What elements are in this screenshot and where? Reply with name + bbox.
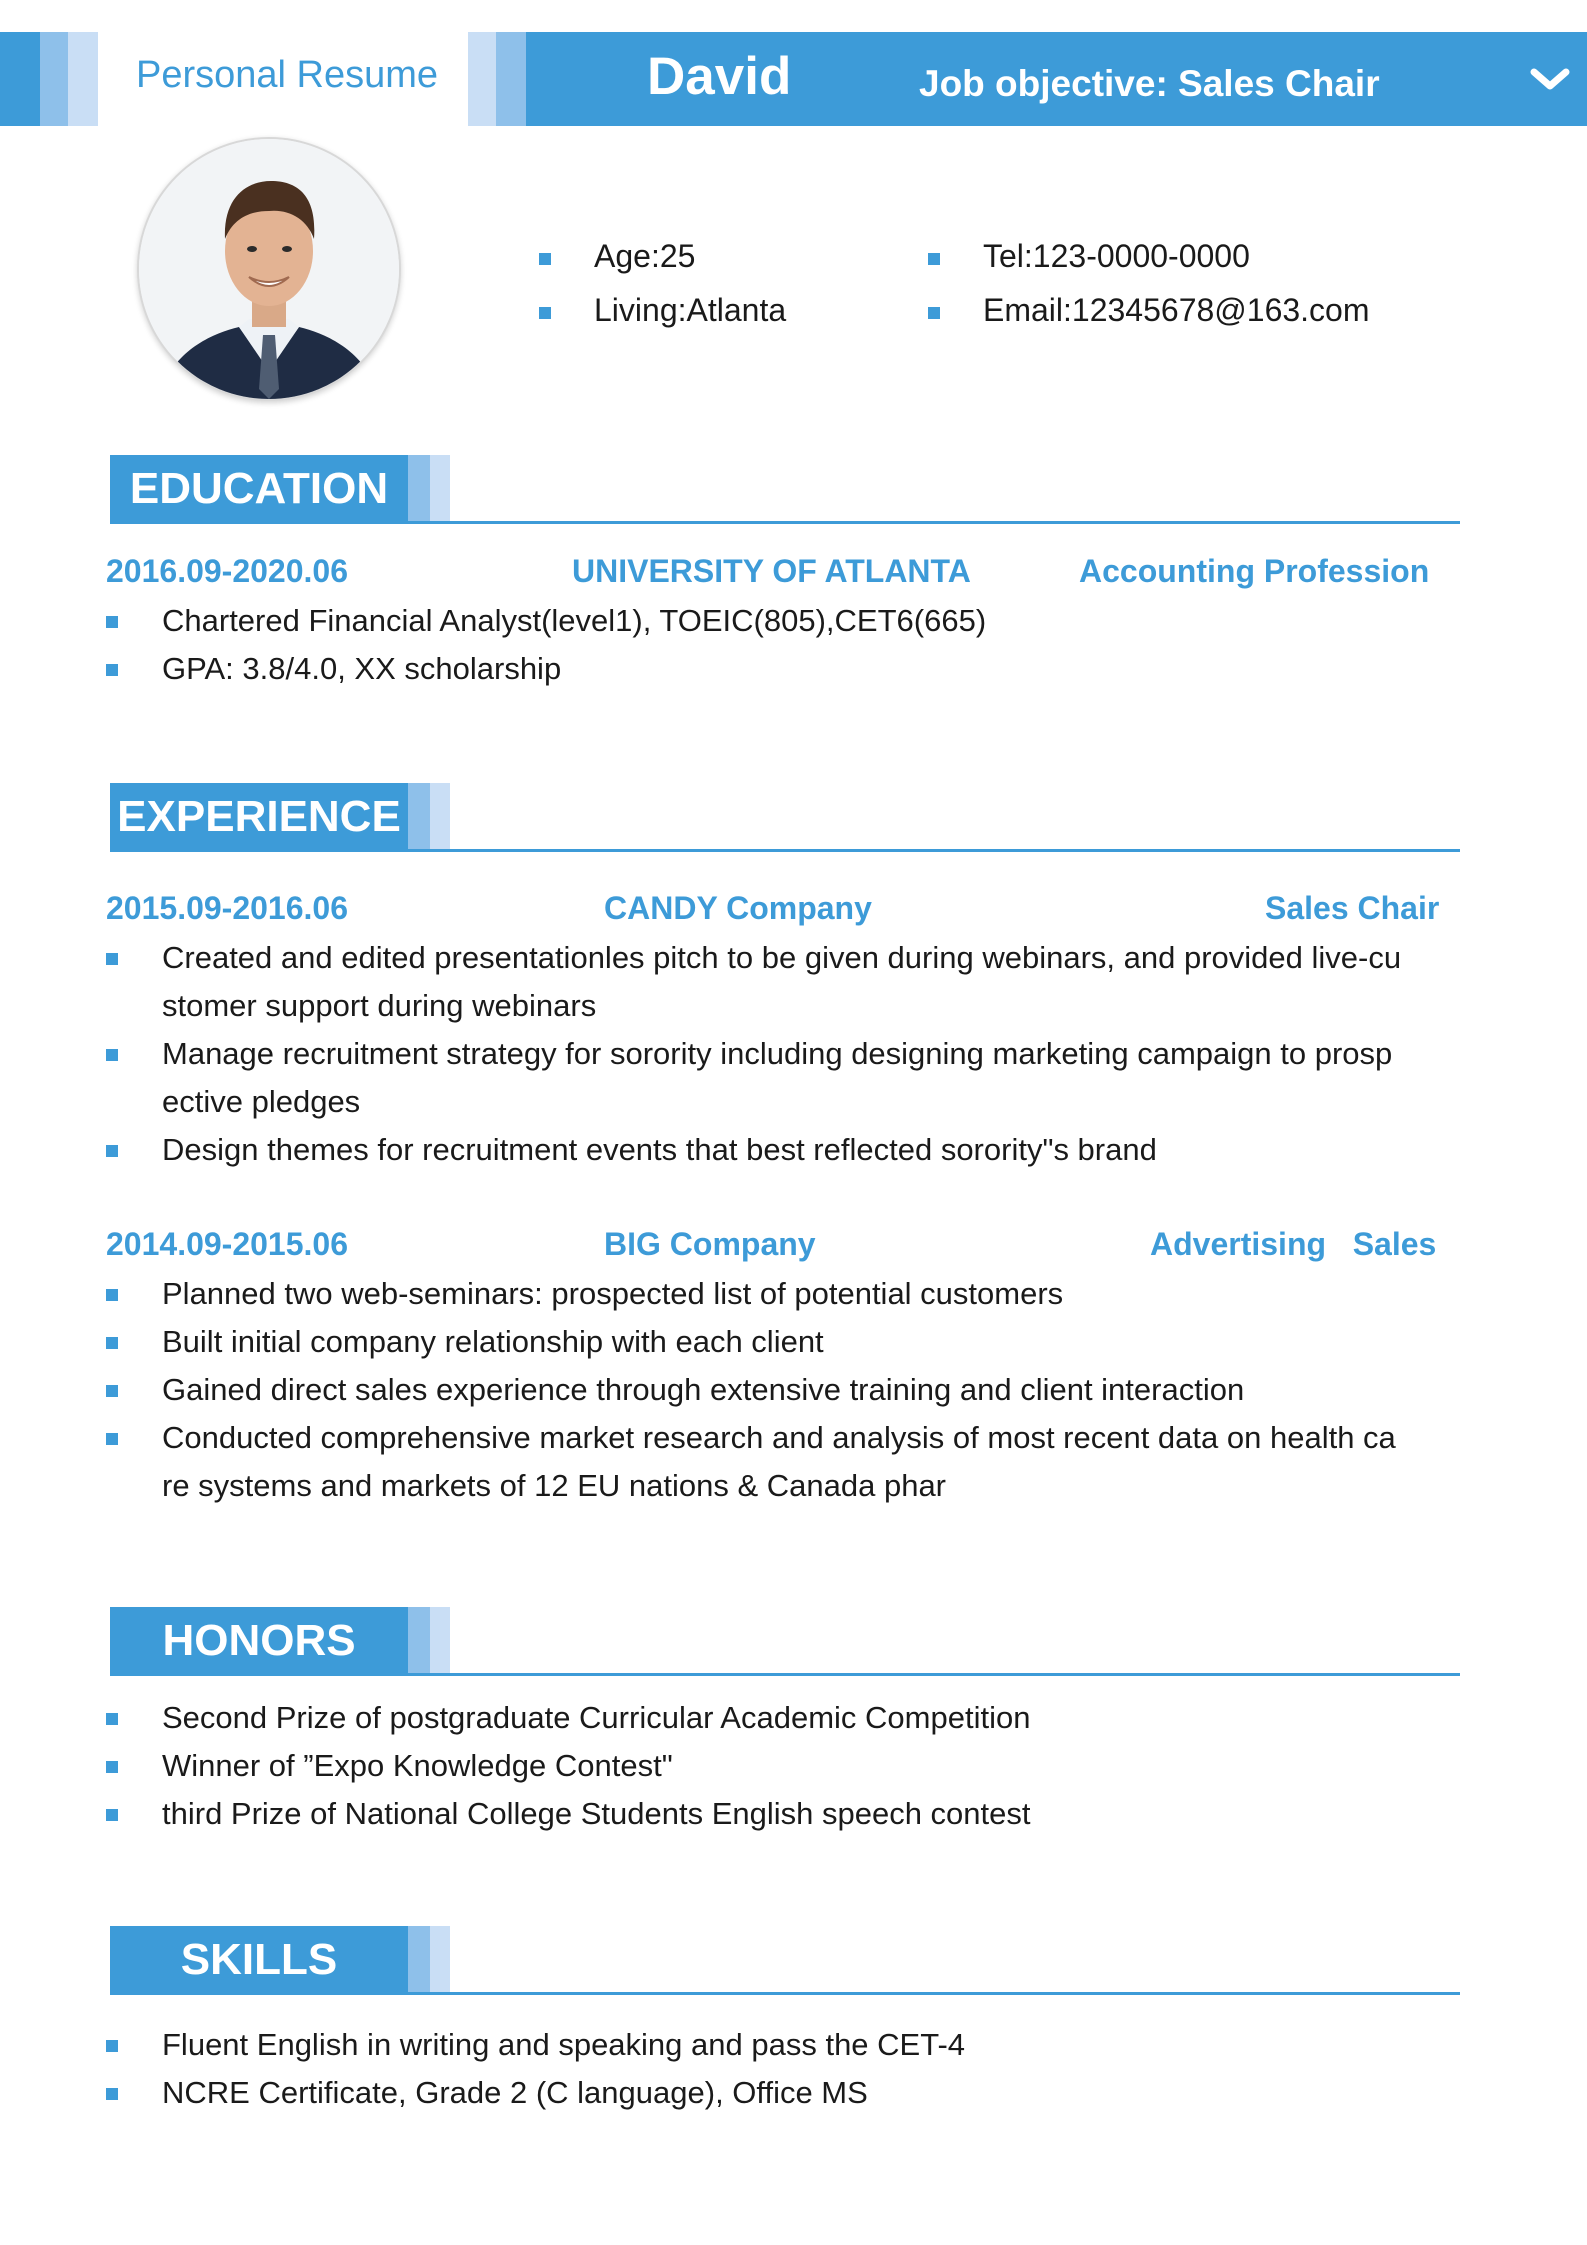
bullet-icon <box>106 1049 118 1061</box>
job-line: Design themes for recruitment events that best reflected sorority"s brand <box>162 1132 1157 1167</box>
job-date: 2015.09-2016.06 <box>106 890 348 926</box>
honor-item: Second Prize of postgraduate Curricular Academic Competition <box>162 1700 1031 1735</box>
section-divider <box>110 521 1460 524</box>
bullet-icon <box>106 1289 118 1301</box>
job-line: Gained direct sales experience through extensive training and client interaction <box>162 1372 1245 1407</box>
bullet-icon <box>106 1809 118 1821</box>
age-value: Age:25 <box>594 238 696 274</box>
job-line: Created and edited presentationles pitch to be given during webinars, and provided live-cu <box>162 940 1402 975</box>
section-heading-skills: SKILLS <box>110 1926 408 1994</box>
education-date: 2016.09-2020.06 <box>106 553 348 589</box>
honor-item: third Prize of National College Students English speech contest <box>162 1796 1031 1831</box>
job-line: stomer support during webinars <box>162 988 597 1023</box>
tel-value: Tel:123-0000-0000 <box>983 238 1250 274</box>
bullet-icon <box>106 1761 118 1773</box>
job-company: BIG Company <box>604 1226 816 1262</box>
heading-accent-mid <box>408 1926 430 1994</box>
job-line: ective pledges <box>162 1084 361 1119</box>
job-company: CANDY Company <box>604 890 872 926</box>
bullet-icon <box>539 253 551 265</box>
resume-title: Personal Resume <box>136 54 439 96</box>
job-role: Advertising Sales <box>1150 1226 1437 1262</box>
bullet-icon <box>928 253 940 265</box>
heading-accent-mid <box>408 455 430 523</box>
header-accent-pale <box>68 32 98 126</box>
education-major: Accounting Profession <box>1079 553 1430 589</box>
bullet-icon <box>106 1385 118 1397</box>
candidate-name: David <box>647 47 792 106</box>
heading-accent-pale <box>430 1607 450 1675</box>
bullet-icon <box>106 953 118 965</box>
bullet-icon <box>106 2040 118 2052</box>
header-accent-left <box>0 32 40 126</box>
job-role: Sales Chair <box>1265 890 1440 926</box>
heading-accent-pale <box>430 783 450 851</box>
education-item: Chartered Financial Analyst(level1), TOEIC(805),CET6(665) <box>162 603 987 638</box>
bullet-icon <box>106 1713 118 1725</box>
profile-photo <box>137 137 401 401</box>
section-heading-experience: EXPERIENCE <box>110 783 408 851</box>
skill-item: NCRE Certificate, Grade 2 (C language), Office MS <box>162 2075 868 2110</box>
section-heading-education: EDUCATION <box>110 455 408 523</box>
education-school: UNIVERSITY OF ATLANTA <box>572 553 971 589</box>
job-line: Conducted comprehensive market research and analysis of most recent data on health ca <box>162 1420 1396 1455</box>
job-line: Built initial company relationship with each client <box>162 1324 824 1359</box>
email-value: Email:12345678@163.com <box>983 292 1370 328</box>
living-value: Living:Atlanta <box>594 292 787 328</box>
job-objective: Job objective: Sales Chair <box>919 63 1380 104</box>
job-line: Manage recruitment strategy for sorority including designing marketing campaign to prosp <box>162 1036 1393 1071</box>
header-accent-mid-2 <box>496 32 526 126</box>
bullet-icon <box>106 1145 118 1157</box>
bullet-icon <box>106 2088 118 2100</box>
section-divider <box>110 1673 1460 1676</box>
section-divider <box>110 1992 1460 1995</box>
chevron-down-icon[interactable] <box>1528 64 1572 94</box>
heading-accent-pale <box>430 455 450 523</box>
education-item: GPA: 3.8/4.0, XX scholarship <box>162 651 562 686</box>
section-heading-honors: HONORS <box>110 1607 408 1675</box>
header-accent-pale-2 <box>468 32 496 126</box>
bullet-icon <box>539 307 551 319</box>
header-accent-mid <box>40 32 68 126</box>
bullet-icon <box>106 1433 118 1445</box>
bullet-icon <box>106 1337 118 1349</box>
bullet-icon <box>106 664 118 676</box>
heading-accent-pale <box>430 1926 450 1994</box>
skill-item: Fluent English in writing and speaking and pass the CET-4 <box>162 2027 966 2062</box>
section-divider <box>110 849 1460 852</box>
heading-accent-mid <box>408 1607 430 1675</box>
bullet-icon <box>106 616 118 628</box>
honor-item: Winner of ”Expo Knowledge Contest" <box>162 1748 673 1783</box>
job-line: Planned two web-seminars: prospected list of potential customers <box>162 1276 1064 1311</box>
portrait-photo <box>139 139 399 399</box>
job-line: re systems and markets of 12 EU nations & Canada phar <box>162 1468 947 1503</box>
heading-accent-mid <box>408 783 430 851</box>
job-date: 2014.09-2015.06 <box>106 1226 348 1262</box>
bullet-icon <box>928 307 940 319</box>
